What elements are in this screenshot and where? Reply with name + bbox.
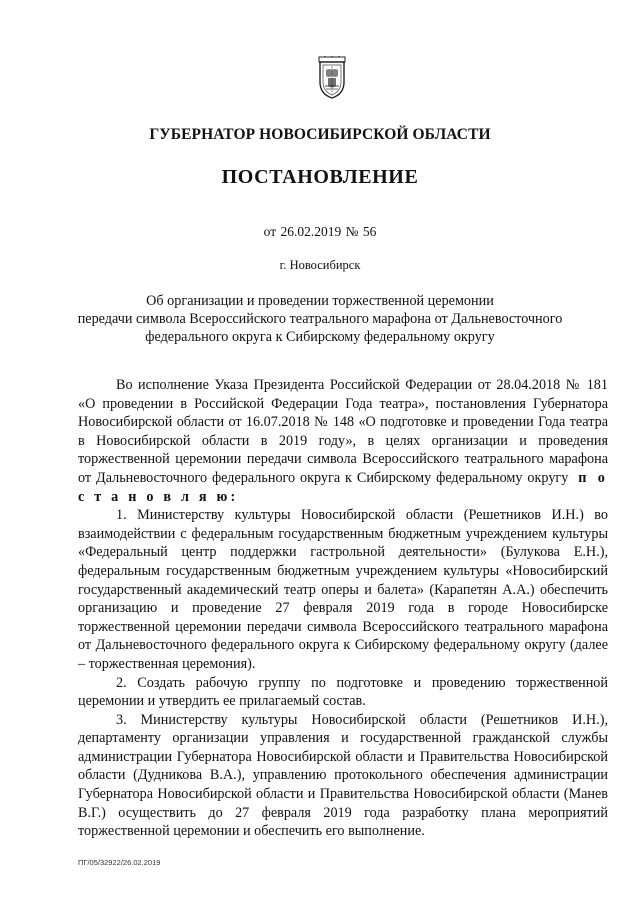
title-line: передачи символа Всероссийского театрального марафона от Дальневосточного: [77, 311, 563, 327]
item-paragraph: 2. Создать рабочую группу по подготовке и проведению торжественной церемонии и утвердить ее прилагаемый состав.: [78, 674, 608, 710]
document-type-heading: ПОСТАНОВЛЕНИЕ: [221, 166, 419, 188]
document-code: ПГ/05/32922/26.02.2019: [78, 858, 161, 867]
decree-word: п о с т а н о в л я ю:: [78, 469, 608, 505]
title-line: Об организации и проведении торжественной церемонии: [146, 293, 494, 309]
preamble-text: Во исполнение Указа Президента Российской Федерации от 28.04.2018 № 181 «О проведении в Российской Федерации Года театра», постановления Губернатора Новосибирской области от 16.07.2018 № 148 «О подготовке и проведении Года театра в Новосибирской области в 2019 году», в целях организации и проведения торжественной церемонии передачи символа Всероссийского театрального марафона от Дальневосточного федерального округа к Сибирскому федеральному округу: [78, 377, 608, 486]
title-line: федерального округа к Сибирскому федеральному округу: [145, 329, 495, 345]
item-paragraph: 1. Министерству культуры Новосибирской области (Решетников И.Н.) во взаимодействии с федеральным государственным бюджетным учреждением культуры «Федеральный центр поддержки гастрольной деятельности» (Булукова Е.Н.), федеральным государственным бюджетным учреждением культуры «Новосибирский государственный академический театр оперы и балета» (Карапетян А.А.) обеспечить организацию и проведение 27 февраля 2019 года в городе Новосибирске торжественной церемонии передачи символа Всероссийского театрального марафона от Дальневосточного федерального округа к Сибирскому федеральному округу (далее – торжественная церемония).: [78, 507, 608, 672]
coat-of-arms-icon: [316, 56, 348, 100]
document-body: [78, 376, 608, 841]
document-title: [0, 292, 640, 346]
preamble-paragraph: [78, 376, 608, 506]
item-paragraph: 3. Министерству культуры Новосибирской области (Решетников И.Н.), департаменту организации управления и государственной гражданской службы администрации Губернатора Новосибирской области и Правительства Новосибирской области (Дудникова В.А.), управлению протокольного обеспечения администрации Губернатора Новосибирской области и Правительства Новосибирской области (Манев В.Г.) осуществить до 27 февраля 2019 года разработку плана мероприятий торжественной церемонии и обеспечить его выполнение.: [78, 711, 608, 840]
city-line: г. Новосибирск: [279, 258, 361, 272]
date-number: от 26.02.2019 № 56: [263, 224, 377, 239]
issuer-heading: ГУБЕРНАТОР НОВОСИБИРСКОЙ ОБЛАСТИ: [149, 126, 491, 143]
